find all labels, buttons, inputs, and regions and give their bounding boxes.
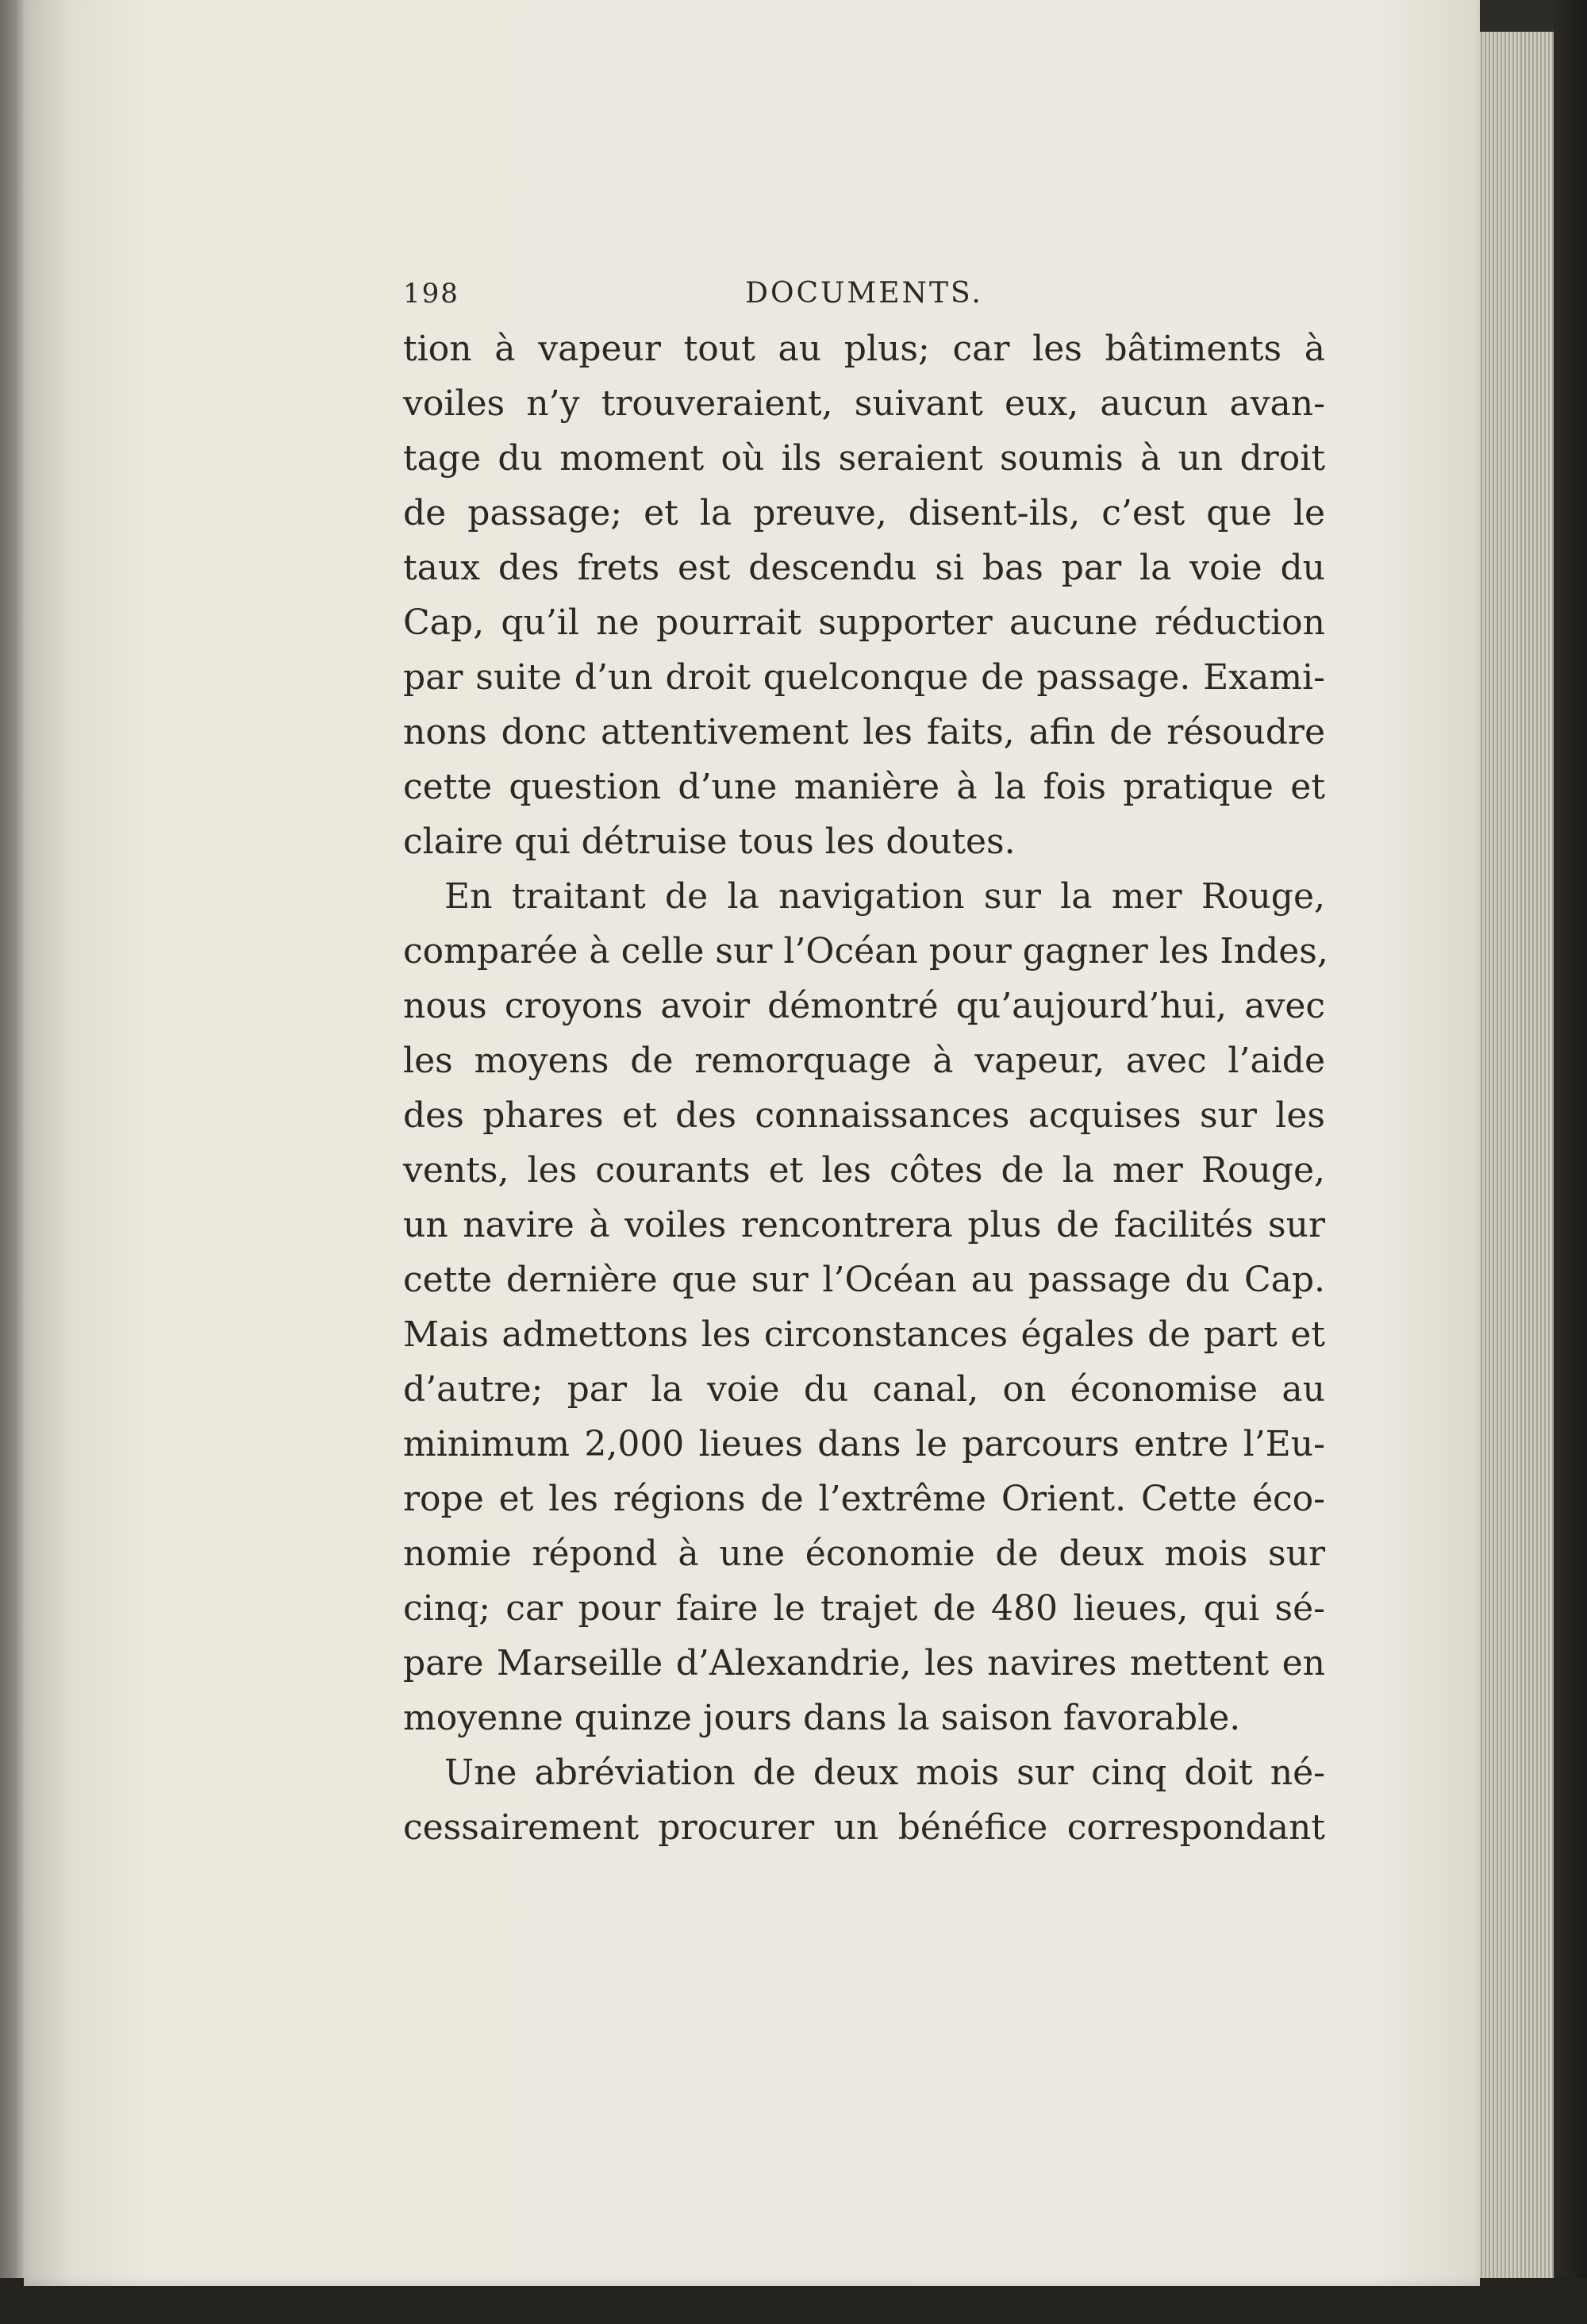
text-line: minimum 2,000 lieues dans le parcours entre l’Eu- [403, 1424, 1325, 1464]
text-line: claire qui détruise tous les doutes. [403, 821, 1016, 862]
paper-page [24, 0, 1480, 2286]
text-line: nons donc attentivement les faits, afin de résoudre [403, 712, 1325, 752]
text-line: Mais admettons les circonstances égales de part et [403, 1314, 1325, 1355]
text-line: des phares et des connaissances acquises sur les [403, 1095, 1325, 1136]
text-line: cessairement procurer un bénéfice correspondant [403, 1807, 1325, 1848]
text-line: cette dernière que sur l’Océan au passage du Cap. [403, 1260, 1325, 1300]
text-line: voiles n’y trouveraient, suivant eux, aucun avan- [403, 383, 1325, 424]
text-line: En traitant de la navigation sur la mer Rouge, [444, 876, 1325, 917]
page-number: 198 [403, 278, 459, 310]
text-line: les moyens de remorquage à vapeur, avec l’aide [403, 1041, 1325, 1081]
book-cover-right [1554, 0, 1587, 2324]
text-line: comparée à celle sur l’Océan pour gagner les Indes, [403, 931, 1328, 972]
scan-left-margin [0, 0, 24, 2324]
text-line: cinq; car pour faire le trajet de 480 lieues, qui sé- [403, 1588, 1325, 1629]
paragraph-3 [403, 1745, 1325, 1855]
text-line: nous croyons avoir démontré qu’aujourd’hui, avec [403, 986, 1325, 1026]
paragraph-1 [403, 321, 1325, 869]
text-line: nomie répond à une économie de deux mois sur [403, 1533, 1325, 1574]
text-line: Cap, qu’il ne pourrait supporter aucune réduction [403, 602, 1325, 643]
paragraph-2 [403, 869, 1328, 1745]
text-line: tage du moment où ils seraient soumis à un droit [403, 438, 1325, 479]
text-line: un navire à voiles rencontrera plus de facilités sur [403, 1205, 1325, 1245]
text-line: pare Marseille d’Alexandrie, les navires mettent en [403, 1643, 1325, 1683]
text-line: de passage; et la preuve, disent-ils, c’est que le [403, 493, 1325, 533]
book-page-edges [1474, 32, 1563, 2282]
text-block [403, 274, 1328, 1855]
text-line: moyenne quinze jours dans la saison favorable. [403, 1698, 1241, 1738]
text-line: par suite d’un droit quelconque de passage. Exami- [403, 657, 1325, 698]
text-line: vents, les courants et les côtes de la mer Rouge, [403, 1150, 1325, 1191]
text-line: d’autre; par la voie du canal, on économise au [403, 1369, 1325, 1410]
text-line: Une abréviation de deux mois sur cinq doit né- [444, 1753, 1325, 1793]
running-head [403, 274, 1325, 314]
text-line: cette question d’une manière à la fois pratique et [403, 767, 1325, 807]
text-line: rope et les régions de l’extrême Orient. Cette éco- [403, 1479, 1325, 1519]
running-head-title: DOCUMENTS. [745, 277, 983, 310]
text-line: tion à vapeur tout au plus; car les bâtiments à [403, 329, 1325, 369]
body-text [403, 321, 1328, 1855]
text-line: taux des frets est descendu si bas par la voie du [403, 548, 1325, 588]
